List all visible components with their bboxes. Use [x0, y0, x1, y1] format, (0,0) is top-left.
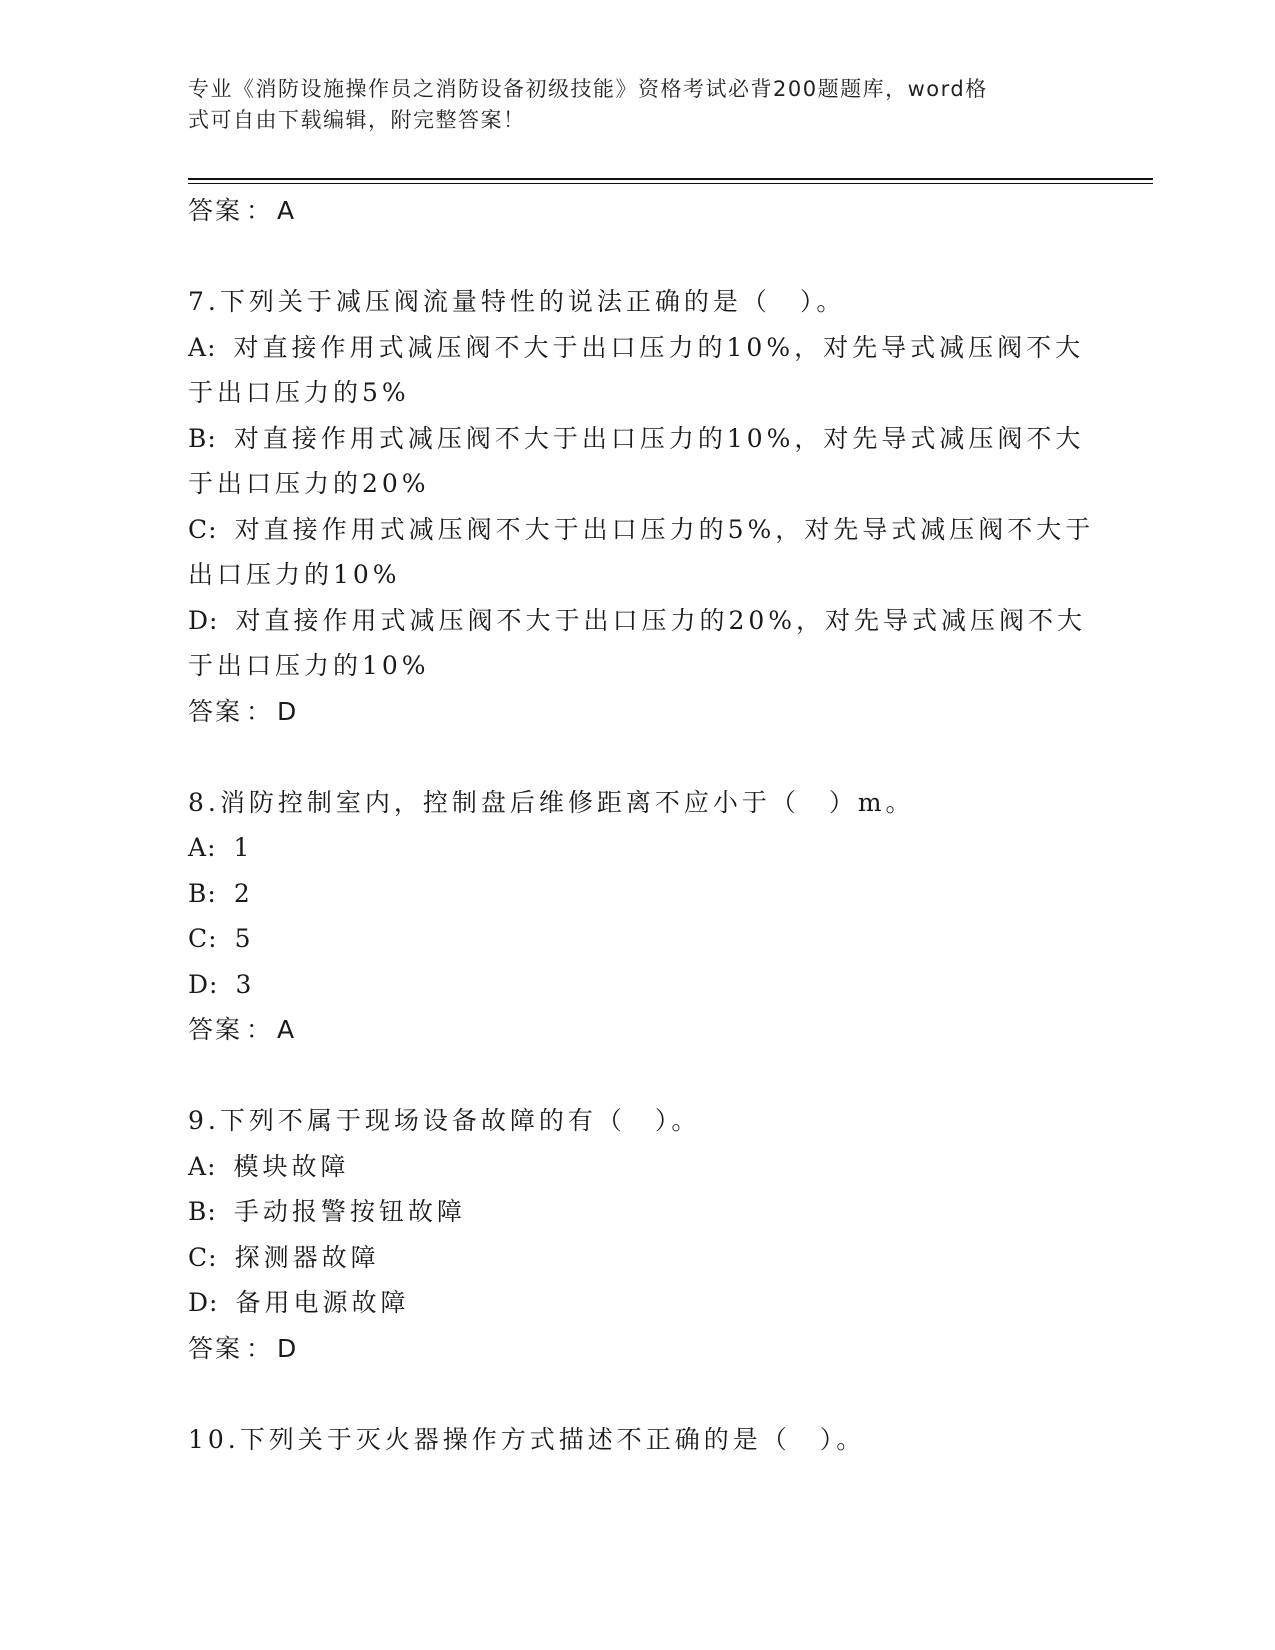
- answer-value: A: [277, 196, 297, 225]
- answer-separator: ：: [246, 696, 274, 726]
- option-c: [188, 507, 1095, 553]
- option-letter: D: [188, 969, 210, 999]
- option-separator: :: [209, 969, 222, 999]
- spacer: [188, 734, 1088, 780]
- question-7: [188, 279, 1095, 734]
- option-text: 1: [233, 833, 254, 862]
- answer-value: D: [277, 1333, 299, 1363]
- option-separator: :: [208, 924, 221, 953]
- option-separator: :: [207, 423, 220, 453]
- question-8: [188, 780, 1088, 1053]
- header-divider: [188, 178, 1153, 180]
- option-c-continued: 出口压力的10%: [188, 560, 401, 589]
- option-b: [188, 871, 1088, 917]
- option-separator: :: [207, 878, 220, 908]
- option-b: [188, 1189, 1088, 1235]
- option-b: [188, 416, 1088, 462]
- option-a: [188, 325, 1088, 371]
- option-letter: B: [188, 423, 208, 453]
- answer-line: [188, 1007, 1088, 1053]
- option-separator: :: [208, 514, 221, 544]
- option-text: 对直接作用式减压阀不大于出口压力的10%，对先导式减压阀不大: [233, 423, 1085, 453]
- option-b-continued: 于出口压力的20%: [188, 469, 430, 498]
- option-text: 备用电源故障: [235, 1288, 410, 1317]
- option-letter: D: [188, 1288, 210, 1317]
- option-letter: D: [188, 605, 210, 635]
- option-a: [188, 825, 1088, 871]
- option-letter: C: [188, 924, 209, 953]
- option-text: 对直接作用式减压阀不大于出口压力的20%，对先导式减压阀不大: [235, 605, 1087, 635]
- answer-separator: ：: [246, 1015, 274, 1044]
- option-text: 探测器故障: [234, 1242, 380, 1272]
- option-c: [188, 916, 1088, 962]
- spacer: [188, 1053, 1088, 1099]
- question-9: [188, 1098, 1088, 1371]
- option-text: 手动报警按钮故障: [233, 1197, 466, 1226]
- spacer: [188, 1371, 1088, 1417]
- option-a: [188, 1144, 1088, 1190]
- document-body: [188, 188, 1095, 1462]
- answer-line: [188, 188, 1088, 234]
- option-text: 对直接作用式减压阀不大于出口压力的10%，对先导式减压阀不大: [233, 332, 1085, 362]
- page-header: [188, 74, 1068, 136]
- question-stem: 8.消防控制室内，控制盘后维修距离不应小于（ ）m。: [188, 787, 915, 817]
- answer-label: 答案: [188, 196, 243, 225]
- option-letter: A: [188, 833, 208, 862]
- question-stem: 9.下列不属于现场设备故障的有（ ）。: [188, 1106, 701, 1135]
- option-text: 3: [235, 969, 256, 999]
- answer-separator: ：: [246, 196, 274, 225]
- option-text: 模块故障: [233, 1151, 350, 1181]
- answer-label: 答案: [188, 1333, 243, 1363]
- spacer: [188, 234, 1088, 280]
- question-stem: 10.下列关于灭火器操作方式描述不正确的是（ ）。: [188, 1424, 866, 1454]
- option-a-continued: 于出口压力的5%: [188, 378, 410, 407]
- question-10: [188, 1417, 1088, 1463]
- option-text: 2: [233, 878, 254, 908]
- answer-line: [188, 689, 1088, 735]
- option-letter: C: [188, 514, 209, 544]
- option-d-continued: 于出口压力的10%: [188, 651, 430, 680]
- option-letter: A: [188, 1151, 208, 1181]
- option-letter: C: [188, 1242, 209, 1272]
- option-text: 5: [234, 924, 255, 953]
- option-separator: :: [209, 605, 222, 635]
- header-line-1: 专业《消防设施操作员之消防设备初级技能》资格考试必背200题题库，word格: [188, 77, 988, 101]
- option-d: [188, 598, 1088, 644]
- option-letter: B: [188, 878, 208, 908]
- option-d: [188, 1280, 1088, 1326]
- option-text: 对直接作用式减压阀不大于出口压力的5%，对先导式减压阀不大于: [234, 514, 1095, 544]
- answer-label: 答案: [188, 696, 243, 726]
- answer-value: D: [277, 696, 299, 726]
- option-d: [188, 962, 1088, 1008]
- option-separator: :: [209, 1288, 222, 1317]
- option-separator: :: [207, 1197, 220, 1226]
- header-line-2: 式可自由下载编辑，附完整答案！: [188, 108, 526, 132]
- answer-line: [188, 1326, 1088, 1372]
- option-separator: :: [207, 833, 220, 862]
- option-separator: :: [207, 332, 220, 362]
- option-separator: :: [207, 1151, 220, 1181]
- header-divider-thin: [188, 183, 1153, 184]
- option-separator: :: [208, 1242, 221, 1272]
- answer-separator: ：: [246, 1333, 274, 1363]
- answer-label: 答案: [188, 1015, 243, 1044]
- option-letter: A: [188, 332, 208, 362]
- option-letter: B: [188, 1197, 208, 1226]
- answer-value: A: [277, 1015, 297, 1044]
- question-stem: 7.下列关于减压阀流量特性的说法正确的是（ ）。: [188, 287, 846, 316]
- option-c: [188, 1235, 1088, 1281]
